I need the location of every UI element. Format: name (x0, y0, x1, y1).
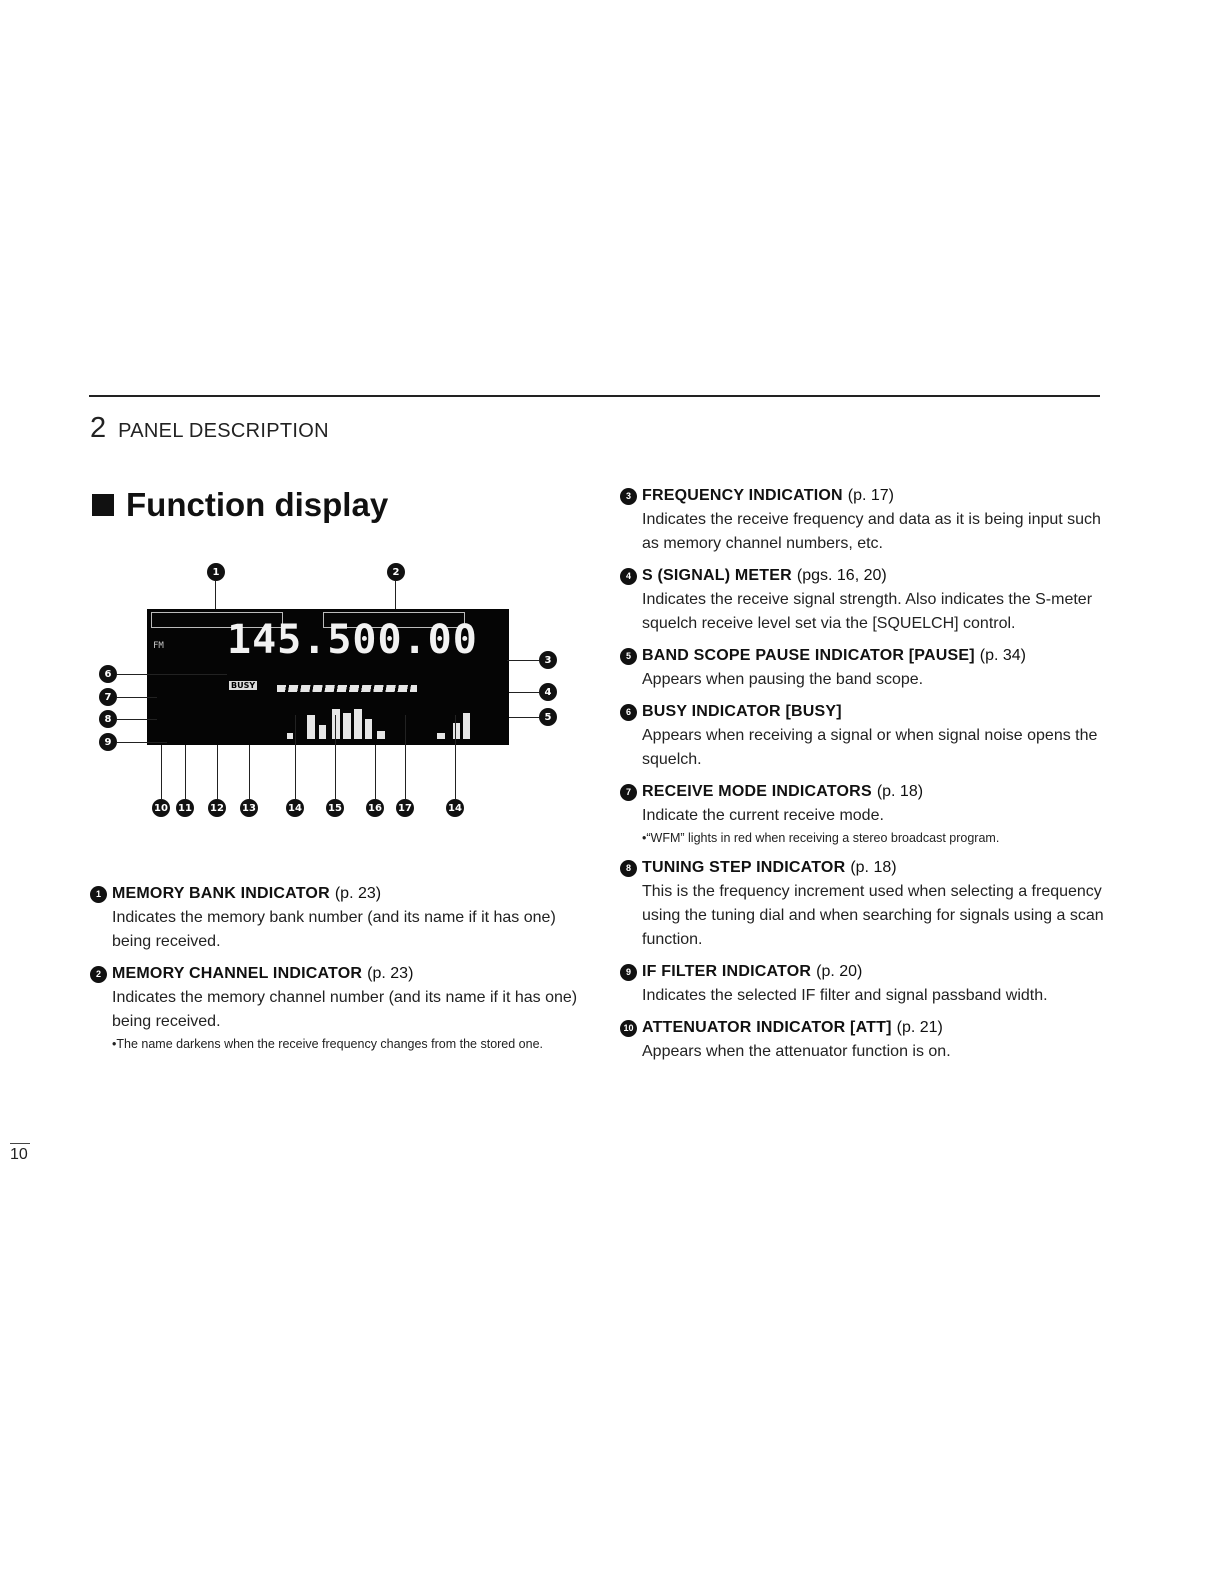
item-title: S (SIGNAL) METER (642, 567, 792, 584)
callout-1: 1 (207, 563, 225, 581)
item-number: 2 (90, 966, 107, 983)
lcd-scope-bar (332, 709, 340, 739)
title-square-icon (92, 494, 114, 516)
lcd-scope-bar (463, 713, 470, 739)
left-descriptions (90, 882, 580, 1062)
callout-17: 17 (396, 799, 414, 817)
callout-11: 11 (176, 799, 194, 817)
callout-lead (335, 715, 336, 799)
callout-2: 2 (387, 563, 405, 581)
callout-6: 6 (99, 665, 117, 683)
item-title: RECEIVE MODE INDICATORS (642, 783, 872, 800)
callout-lead (249, 745, 250, 799)
item-body: This is the frequency increment used when selecting a frequency using the tuning dial and when searching for signals using a scan function. (642, 883, 1104, 948)
callout-14b: 14 (446, 799, 464, 817)
item-tuning-step (620, 856, 1110, 952)
section-name: PANEL DESCRIPTION (118, 420, 329, 442)
callout-lead (215, 581, 216, 611)
lcd-scope-bar (343, 713, 351, 739)
item-body: Indicates the memory bank number (and its name if it has one) being received. (112, 909, 556, 950)
lcd-scope-bar (377, 731, 385, 739)
lcd-scope-bar (307, 715, 315, 739)
item-body: Appears when receiving a signal or when signal noise opens the squelch. (642, 727, 1098, 768)
lcd-frequency: 145.500.00 (227, 617, 478, 663)
section-number: 2 (90, 412, 107, 444)
item-page-ref: (p. 20) (816, 963, 863, 980)
callout-lead (507, 660, 539, 661)
page-title-text: Function display (126, 486, 389, 523)
callout-15: 15 (326, 799, 344, 817)
lcd-busy-indicator: BUSY (231, 681, 256, 690)
callout-9: 9 (99, 733, 117, 751)
callout-7: 7 (99, 688, 117, 706)
item-note: •“WFM” lights in red when receiving a stereo broadcast program. (642, 831, 1000, 845)
lcd-scope-bar (354, 709, 362, 739)
item-title: ATTENUATOR INDICATOR [ATT] (642, 1019, 892, 1036)
callout-12: 12 (208, 799, 226, 817)
section-header (90, 412, 329, 445)
function-display-figure (95, 555, 565, 835)
item-body: Appears when the attenuator function is on. (642, 1043, 951, 1060)
item-number: 5 (620, 648, 637, 665)
item-frequency (620, 484, 1110, 556)
item-body: Indicates the memory channel number (and its name if it has one) being received. (112, 989, 578, 1030)
item-busy (620, 700, 1110, 772)
item-body: Indicates the receive signal strength. Also indicates the S-meter squelch receive level set via the [SQUELCH] control. (642, 591, 1093, 632)
item-page-ref: (p. 17) (847, 487, 894, 504)
item-page-ref: (p. 23) (334, 885, 382, 902)
callout-16: 16 (366, 799, 384, 817)
callout-lead (295, 715, 296, 799)
callout-3: 3 (539, 651, 557, 669)
right-descriptions (620, 484, 1110, 1072)
item-body: Indicates the selected IF filter and signal passband width. (642, 987, 1048, 1004)
lcd-s-meter (277, 685, 417, 692)
item-receive-mode (620, 780, 1110, 848)
callout-lead (509, 692, 539, 693)
item-page-ref: (p. 21) (896, 1019, 943, 1036)
item-body: Appears when pausing the band scope. (642, 671, 924, 688)
item-number: 3 (620, 488, 637, 505)
item-title: IF FILTER INDICATOR (642, 963, 812, 980)
callout-lead (455, 715, 456, 799)
callout-lead (117, 674, 227, 675)
page-title (92, 486, 388, 524)
callout-lead (117, 742, 167, 743)
item-number: 1 (90, 886, 107, 903)
item-page-ref: (p. 18) (876, 783, 924, 800)
item-title: MEMORY BANK INDICATOR (112, 885, 330, 902)
item-title: FREQUENCY INDICATION (642, 487, 843, 504)
callout-4: 4 (539, 683, 557, 701)
item-page-ref: (pgs. 16, 20) (796, 567, 887, 584)
lcd-mode-label: FM (153, 641, 164, 651)
header-rule (89, 395, 1100, 397)
item-title: MEMORY CHANNEL INDICATOR (112, 965, 363, 982)
item-number: 6 (620, 704, 637, 721)
callout-lead (217, 745, 218, 799)
item-page-ref: (p. 34) (979, 647, 1027, 664)
item-number: 10 (620, 1020, 637, 1037)
callout-lead (185, 745, 186, 799)
item-pause (620, 644, 1110, 692)
lcd-scope-bar (287, 733, 293, 739)
item-title: BAND SCOPE PAUSE INDICATOR [PAUSE] (642, 647, 975, 664)
callout-10: 10 (152, 799, 170, 817)
callout-13: 13 (240, 799, 258, 817)
item-note: •The name darkens when the receive frequency changes from the stored one. (112, 1037, 544, 1051)
item-page-ref: (p. 18) (850, 859, 897, 876)
item-memory-channel (90, 962, 580, 1054)
item-attenuator (620, 1016, 1110, 1064)
callout-8: 8 (99, 710, 117, 728)
callout-lead (509, 717, 539, 718)
item-body: Indicate the current receive mode. (642, 807, 884, 824)
callout-lead (375, 745, 376, 799)
callout-lead (405, 715, 406, 799)
item-if-filter (620, 960, 1110, 1008)
callout-lead (395, 581, 396, 611)
item-title: TUNING STEP INDICATOR (642, 859, 846, 876)
lcd-scope-bar (437, 733, 445, 739)
item-title: BUSY INDICATOR [BUSY] (642, 703, 842, 720)
item-number: 9 (620, 964, 637, 981)
item-s-meter (620, 564, 1110, 636)
callout-lead (117, 719, 157, 720)
item-body: Indicates the receive frequency and data as it is being input such as memory channel numbers, etc. (642, 511, 1101, 552)
item-number: 7 (620, 784, 637, 801)
item-page-ref: (p. 23) (367, 965, 414, 982)
page-number: 10 (10, 1146, 28, 1163)
lcd-scope-bar (365, 719, 372, 739)
item-number: 8 (620, 860, 637, 877)
callout-lead (161, 745, 162, 799)
item-memory-bank (90, 882, 580, 954)
page-number-rule (10, 1143, 30, 1144)
callout-lead (117, 697, 157, 698)
callout-14: 14 (286, 799, 304, 817)
callout-5: 5 (539, 708, 557, 726)
lcd-scope-bar (319, 725, 326, 739)
item-number: 4 (620, 568, 637, 585)
